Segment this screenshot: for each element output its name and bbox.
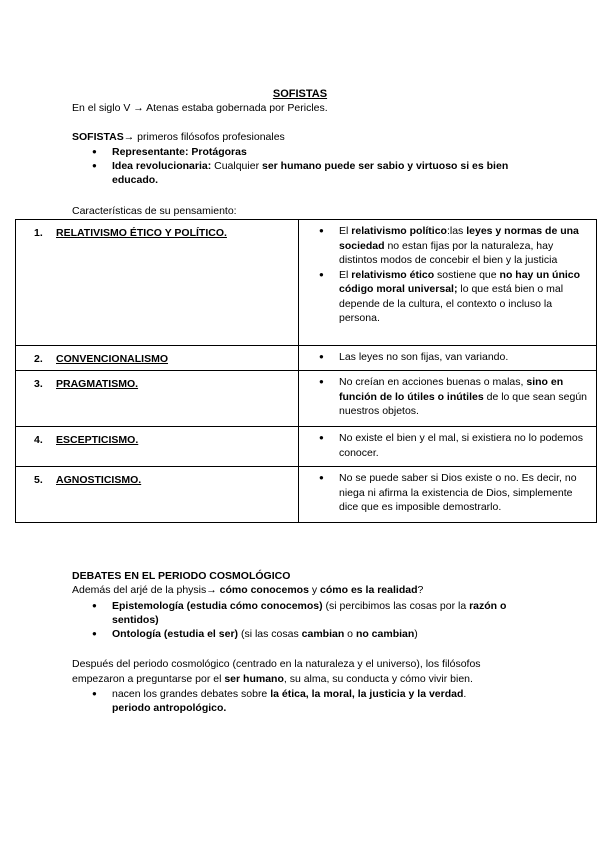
row-number: 2. [34,353,43,365]
row-number: 4. [34,434,43,446]
text: :las [446,225,467,237]
text: empezaron a preguntarse por el [72,673,225,685]
row-name: ESCEPTICISMO. [56,434,139,446]
text: ) [414,628,418,640]
idea-bold-text: ser humano puede ser sabio y virtuoso si es bien educado. [112,160,509,186]
text: sostiene que [434,268,500,281]
list-item [319,431,588,460]
row-name: AGNOSTICISMO. [56,474,142,486]
list-item [92,627,512,641]
sofistas-text: → primeros filósofos profesionales [123,131,285,143]
list-item [92,687,492,715]
characteristics-table [15,219,597,523]
list-item [319,471,588,515]
bold-text: ser humano [224,673,284,685]
text: ? [417,584,424,596]
row-name: CONVENCIONALISMO [56,353,169,365]
table-row [16,427,597,467]
bold-text: Epistemología (estudia cómo conocemos) [112,600,323,612]
bold-text: razón o sentidos) [112,600,507,626]
row-name: PRAGMATISMO. [56,378,139,390]
table-row [16,346,597,371]
text: . [463,688,467,700]
text: no estan fijas por la naturaleza, hay distintos modos de concebir el bien y la justicia [339,239,558,266]
debates-heading: DEBATES EN EL PERIODO COSMOLÓGICO [72,570,291,582]
text: El [339,225,352,237]
bold-text: sino en función de lo útiles o inútiles [339,376,564,403]
text: No existe el bien y el mal, si existiera no lo podemos conocer. [339,432,583,459]
idea-text: Cualquier [211,160,262,172]
debates-intro [72,583,423,597]
list-item [319,350,588,365]
text: de lo que sean según nuestros objetos. [339,390,588,417]
table-cell-name [16,220,299,346]
list-item [319,268,588,326]
bold-text: relativismo político [351,225,447,237]
bold-text: periodo antropológico. [112,702,227,714]
text: nacen los grandes debates sobre [112,688,271,700]
table-cell-name [16,371,299,427]
representante-label: Representante: Protágoras [112,146,247,158]
bold-text: la ética, la moral, la justicia y la verdad [270,688,464,700]
bold-text: relativismo ético [351,268,435,281]
list-item [92,159,542,187]
caracteristicas-heading: Características de su pensamiento: [72,205,237,217]
idea-label: Idea revolucionaria: [112,160,212,172]
bold-text: no hay un único código moral universal; [339,268,581,295]
bold-text: Ontología (estudia el ser) [112,628,239,640]
table-cell-desc [299,220,597,346]
text: No creían en acciones buenas o malas, [339,376,527,388]
table-cell-name [16,467,299,523]
sofistas-bullet-list [92,145,542,187]
bold-text: cómo es la realidad [320,584,418,596]
table-cell-desc [299,346,597,371]
despues-line-1: Después del periodo cosmológico (centrado en la naturaleza y el universo), los filósofos [72,658,481,670]
despues-line-2 [72,672,473,686]
table-cell-name [16,427,299,467]
list-item [92,599,512,627]
bold-text: cómo conocemos [219,584,309,596]
row-number: 5. [34,474,43,486]
intro-line: En el siglo V → Atenas estaba gobernada por Pericles. [72,102,328,114]
text: No se puede saber si Dios existe o no. Es decir, no niega ni afirma la existencia de Dios, simplemente dice que es imposible demostrarlo. [339,472,577,513]
table-cell-name [16,346,299,371]
bold-text: cambian [301,628,345,640]
text: lo que está bien o mal depende de la cultura, el contexto o incluso la persona. [339,283,564,324]
debates-bullet-list [92,599,512,641]
row-name: RELATIVISMO ÉTICO Y POLÍTICO. [56,227,227,239]
table-cell-desc [299,427,597,467]
list-item [319,224,588,268]
table-row [16,220,597,346]
text: y [308,584,321,596]
table-row [16,371,597,427]
table-cell-desc [299,371,597,427]
sofistas-definition [72,130,285,144]
bold-text: no cambian [355,628,415,640]
page-title: SOFISTAS [272,88,328,100]
text: (si las cosas [238,628,302,640]
table-cell-desc [299,467,597,523]
row-number: 1. [34,227,43,239]
bold-text: leyes y normas de una sociedad [339,225,579,252]
row-number: 3. [34,378,43,390]
text: El [339,268,352,281]
sofistas-label: SOFISTAS [72,131,124,143]
text: Además del arjé de la physis→ [72,584,220,596]
text: o [344,628,356,640]
table-row [16,467,597,523]
list-item [319,375,588,419]
text: (si percibimos las cosas por la [322,600,470,612]
text: , su alma, su conducta y cómo vivir bien. [283,673,473,685]
text: Las leyes no son fijas, van variando. [339,351,509,363]
despues-bullet-list [92,687,492,715]
list-item [92,145,542,159]
